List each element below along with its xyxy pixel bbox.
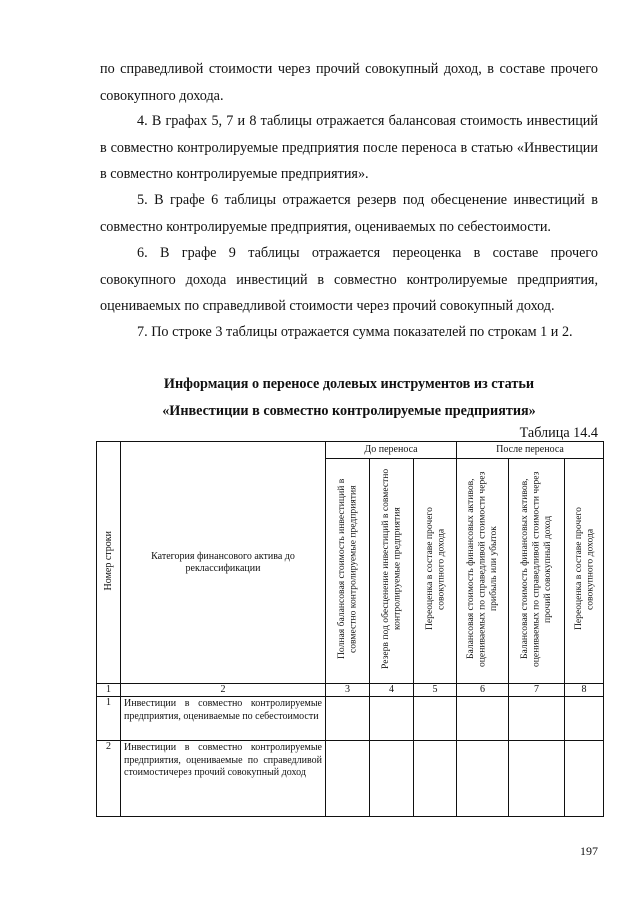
table-cell: [565, 741, 604, 817]
header-group-before: До переноса: [326, 442, 457, 459]
row-category: Инвестиции в совместно контролируемые предприятия, оцениваемые по себестоимости: [121, 697, 326, 741]
row-category: Инвестиции в совместно контролируемые предприятия, оцениваемые по справедливой стоимостичерез прочий совокупный доход: [121, 741, 326, 817]
col-number: 4: [370, 684, 414, 697]
col-number: 8: [565, 684, 604, 697]
table-cell: [370, 741, 414, 817]
table-cell: [326, 697, 370, 741]
table-cell: [370, 697, 414, 741]
header-row-number: Номер строки: [97, 442, 121, 684]
table-cell: [509, 741, 565, 817]
header-after-col-8: Переоценка в составе прочего совокупного дохода: [565, 459, 604, 684]
table-cell: [414, 697, 457, 741]
section-title-line-2: «Инвестиции в совместно контролируемые предприятия»: [162, 403, 536, 419]
row-number: 2: [97, 741, 121, 817]
col-number: 1: [97, 684, 121, 697]
paragraph-item-5: 5. В графе 6 таблицы отражается резерв под обесценение инвестиций в совместно контролируемые предприятия, оцениваемых по себестоимости.: [100, 192, 598, 235]
row-number: 1: [97, 697, 121, 741]
header-group-after: После переноса: [457, 442, 604, 459]
section-title-line-1: Информация о переносе долевых инструментов из статьи: [163, 376, 535, 392]
table-cell: [457, 697, 509, 741]
paragraph-item-4: 4. В графах 5, 7 и 8 таблицы отражается балансовая стоимость инвестиций в совместно контролируемые предприятия после переноса в статью «Инвестиции в совместно контролируемые предприятия».: [100, 113, 598, 182]
paragraph-item-7: 7. По строке 3 таблицы отражается сумма показателей по строкам 1 и 2.: [137, 324, 573, 340]
paragraph-item-6: 6. В графе 9 таблицы отражается переоценка в составе прочего совокупного дохода инвестиций в совместно контролируемые предприятия, оцениваемых по справедливой стоимости через прочий совокупный доход.: [100, 245, 598, 314]
col-number: 3: [326, 684, 370, 697]
header-category: Категория финансового актива до реклассификации: [121, 442, 326, 684]
col-number: 5: [414, 684, 457, 697]
table-row: [97, 741, 604, 817]
col-number: 7: [509, 684, 565, 697]
col-number: 6: [457, 684, 509, 697]
paragraph-continuation: по справедливой стоимости через прочий совокупный доход, в составе прочего совокупного дохода.: [100, 61, 598, 104]
page-number: 197: [580, 844, 598, 858]
column-number-row: [97, 684, 604, 697]
header-after-col-6: Балансовая стоимость финансовых активов, оцениваемых по справедливой стоимости через прибыль или убыток: [457, 459, 509, 684]
table-row: [97, 697, 604, 741]
table-cell: [565, 697, 604, 741]
header-before-col-5: Переоценка в составе прочего совокупного дохода: [414, 459, 457, 684]
header-before-col-3: Полная балансовая стоимость инвестиций в совместно контролируемые предприятия: [326, 459, 370, 684]
header-before-col-4: Резерв под обесценение инвестиций в совместно контролируемые предприятия: [370, 459, 414, 684]
table-cell: [414, 741, 457, 817]
table-cell: [326, 741, 370, 817]
table-cell: [457, 741, 509, 817]
transfer-table: [96, 441, 604, 817]
header-after-col-7: Балансовая стоимость финансовых активов, оцениваемых по справедливой стоимости через прочий совокупный доход: [509, 459, 565, 684]
col-number: 2: [121, 684, 326, 697]
table-label: Таблица 14.4: [519, 425, 598, 441]
table-cell: [509, 697, 565, 741]
